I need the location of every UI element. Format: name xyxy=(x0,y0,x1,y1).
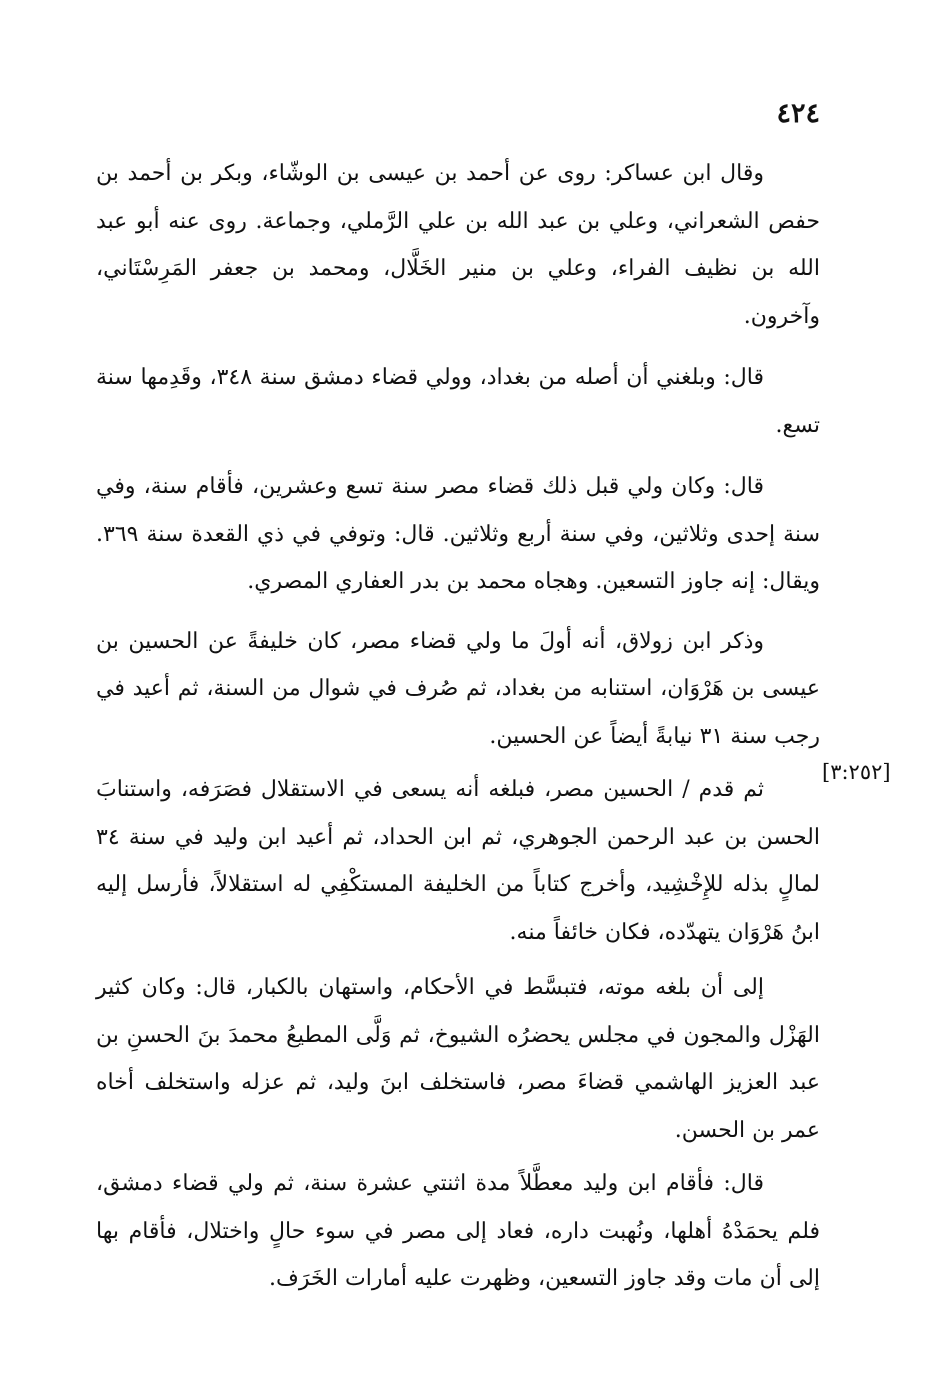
paragraph-6: إلى أن بلغه موته، فتبسَّط في الأحكام، واستهان بالكبار، قال: وكان كثير الهَزْل والمجون في مجلس يحضرُه الشيوخ، ثم وَلَّى المطيعُ محمدَ بنَ الحسنِ بن عبد العزيز الهاشمي قضاءَ مصر، فاستخلف ابنَ وليد، ثم عزله واستخلف أخاه عمر بن الحسن. xyxy=(96,975,820,1143)
paragraph-5: ثم قدم / الحسين مصر، فبلغه أنه يسعى في الاستقلال فصَرَفه، واستنابَ الحسن بن عبد الرحمن الجوهري، ثم ابن الحداد، ثم أعيد ابن وليد في سنة ٣٤ لمالٍ بذله للإِخْشِيد، وأخرج كتاباً من الخليفة المستكْفِي له استقلالاً، فأرسل إليه ابنُ هَرْوَان يتهدّده، فكان خائفاً منه. xyxy=(96,777,820,945)
paragraph-3: قال: وكان ولي قبل ذلك قضاء مصر سنة تسع وعشرين، فأقام سنة، وفي سنة إحدى وثلاثين، وفي سنة أربع وثلاثين. قال: وتوفي في ذي القعدة سنة ٣٦٩. ويقال: إنه جاوز التسعين. وهجاه محمد بن بدر العفاري المصري. xyxy=(96,474,820,594)
text-body xyxy=(96,150,820,1303)
paragraph-1: وقال ابن عساكر: روى عن أحمد بن عيسى بن الوشّاء، وبكر بن أحمد بن حفص الشعراني، وعلي بن عبد الله بن علي الرَّملي، وجماعة. روى عنه أبو عبد الله بن نظيف الفراء، وعلي بن منير الخَلَّال، ومحمد بن جعفر المَرِسْتَاني، وآخرون. xyxy=(96,161,820,329)
paragraph-4: وذكر ابن زولاق، أنه أولَ ما ولي قضاء مصر، كان خليفةً عن الحسين بن عيسى بن هَرْوَان، استنابه من بغداد، ثم صُرف في شوال من السنة، ثم أعيد في رجب سنة ٣١ نيابةً أيضاً عن الحسين. xyxy=(96,628,820,749)
paragraph-7: قال: فأقام ابن وليد معطَّلاً مدة اثنتي عشرة سنة، ثم ولي قضاء دمشق، فلم يحمَدْهُ أهلها، ونُهبت داره، فعاد إلى مصر في سوء حالٍ واختلال، فأقام بها إلى أن مات وقد جاوز التسعين، وظهرت عليه أمارات الخَرَف. xyxy=(96,1171,820,1291)
paragraph-2: قال: وبلغني أن أصله من بغداد، وولي قضاء دمشق سنة ٣٤٨، وقَدِمها سنة تسع. xyxy=(96,365,820,438)
page-number: ٤٢٤ xyxy=(776,98,820,129)
margin-reference: [٣:٢٥٢] xyxy=(822,760,891,784)
